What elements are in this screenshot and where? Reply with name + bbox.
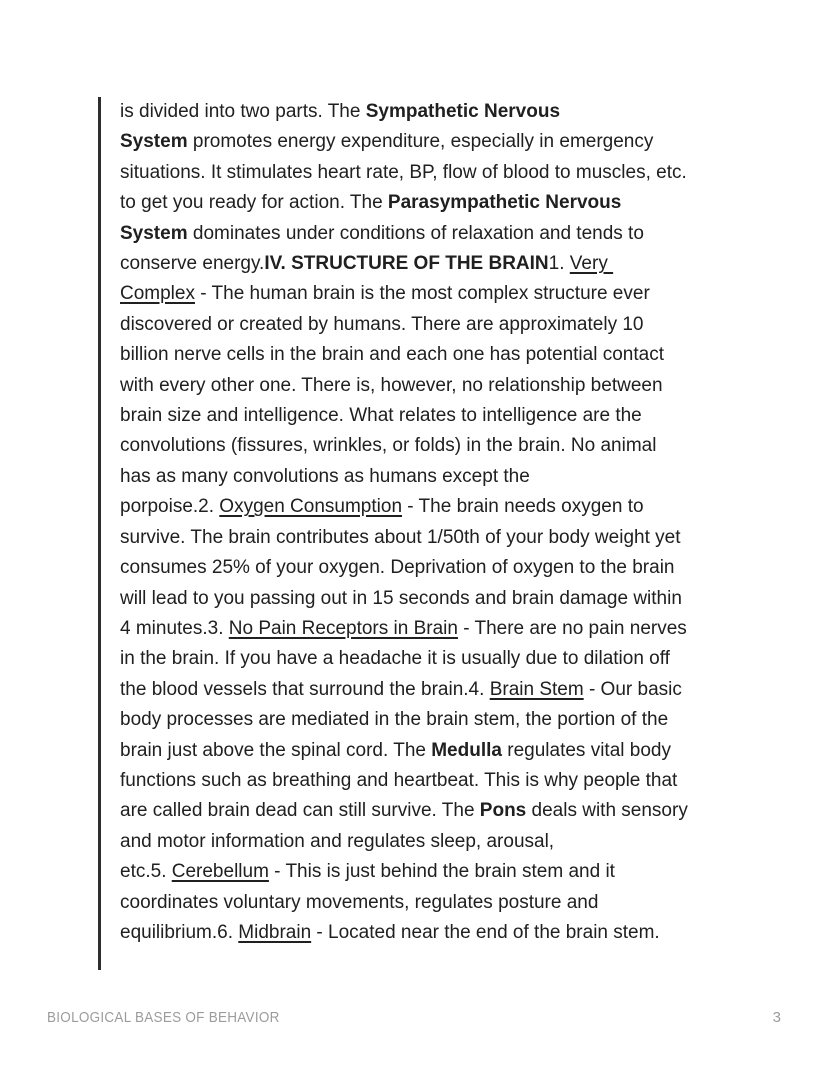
text-run: 4 minutes.3. bbox=[120, 617, 229, 639]
text-line bbox=[120, 219, 780, 249]
text-line bbox=[120, 918, 780, 948]
text-line bbox=[120, 888, 780, 918]
text-run: has as many convolutions as humans except the bbox=[120, 465, 530, 487]
text-run: to get you ready for action. The bbox=[120, 192, 388, 214]
text-run: porpoise.2. bbox=[120, 496, 220, 518]
text-run: situations. It stimulates heart rate, BP, flow of blood to muscles, etc. bbox=[120, 161, 687, 183]
text-line bbox=[120, 857, 780, 887]
text-run: - Located near the end of the brain stem. bbox=[311, 921, 660, 943]
underlined-text-run: Midbrain bbox=[238, 921, 312, 943]
underlined-text-run: Brain Stem bbox=[489, 678, 584, 700]
text-run: functions such as breathing and heartbeat. This is why people that bbox=[120, 769, 678, 791]
text-run: discovered or created by humans. There are approximately 10 bbox=[120, 313, 644, 335]
text-line bbox=[120, 97, 780, 127]
text-line bbox=[120, 371, 780, 401]
text-run: 1. bbox=[548, 253, 570, 275]
text-line bbox=[120, 310, 780, 340]
text-line bbox=[120, 796, 780, 826]
text-run: coordinates voluntary movements, regulates posture and bbox=[120, 891, 599, 913]
bold-text-run: System bbox=[120, 131, 188, 153]
text-run: deals with sensory bbox=[526, 800, 688, 822]
text-run: with every other one. There is, however, no relationship between bbox=[120, 374, 663, 396]
bold-text-run: Sympathetic Nervous bbox=[365, 101, 561, 122]
text-line bbox=[120, 614, 780, 644]
text-run: conserve energy. bbox=[120, 253, 265, 275]
text-run: - This is just behind the brain stem and it bbox=[268, 861, 615, 883]
text-line bbox=[120, 675, 780, 705]
text-run: convolutions (fissures, wrinkles, or folds) in the brain. No animal bbox=[120, 435, 657, 457]
text-line bbox=[120, 158, 780, 188]
text-line bbox=[120, 827, 780, 857]
text-line bbox=[120, 584, 780, 614]
bold-text-run: Medulla bbox=[431, 739, 502, 761]
text-line bbox=[120, 736, 780, 766]
quote-bar bbox=[98, 97, 101, 970]
text-run: - The human brain is the most complex structure ever bbox=[194, 283, 650, 305]
underlined-text-run: Very bbox=[569, 253, 614, 275]
text-run: - Our basic bbox=[583, 678, 682, 700]
underlined-text-run: No Pain Receptors in Brain bbox=[228, 617, 458, 639]
text-run: the blood vessels that surround the brain.4. bbox=[120, 678, 490, 700]
text-run: will lead to you passing out in 15 seconds and brain damage within bbox=[120, 587, 682, 609]
text-run: regulates vital body bbox=[501, 739, 671, 761]
underlined-text-run: Complex bbox=[120, 283, 195, 305]
bold-text-run: System bbox=[120, 222, 188, 244]
text-line bbox=[120, 523, 780, 553]
text-line bbox=[120, 279, 780, 309]
page-number: 3 bbox=[772, 1009, 781, 1026]
text-run: brain just above the spinal cord. The bbox=[120, 739, 432, 761]
text-line bbox=[120, 340, 780, 370]
text-run: promotes energy expenditure, especially in emergency bbox=[187, 131, 654, 153]
text-line bbox=[120, 127, 780, 157]
text-run: - The brain needs oxygen to bbox=[402, 496, 644, 518]
text-run: consumes 25% of your oxygen. Deprivation of oxygen to the brain bbox=[120, 557, 675, 579]
text-line bbox=[120, 705, 780, 735]
text-run: etc.5. bbox=[120, 861, 172, 883]
text-line bbox=[120, 492, 780, 522]
text-run: billion nerve cells in the brain and each one has potential contact bbox=[120, 344, 664, 366]
text-line bbox=[120, 249, 780, 279]
bold-text-run: Pons bbox=[479, 800, 527, 822]
text-line bbox=[120, 188, 780, 218]
text-run: dominates under conditions of relaxation and tends to bbox=[187, 222, 644, 244]
text-run: survive. The brain contributes about 1/50th of your body weight yet bbox=[120, 526, 681, 548]
text-line bbox=[120, 431, 780, 461]
document-body-text bbox=[120, 97, 780, 948]
text-run: and motor information and regulates sleep, arousal, bbox=[120, 830, 555, 852]
text-line bbox=[120, 644, 780, 674]
text-line bbox=[120, 462, 780, 492]
page-footer bbox=[47, 1009, 781, 1026]
text-run: are called brain dead can still survive. The bbox=[120, 800, 480, 822]
text-run: body processes are mediated in the brain stem, the portion of the bbox=[120, 709, 669, 731]
underlined-text-run: Oxygen Consumption bbox=[219, 496, 403, 518]
text-line bbox=[120, 766, 780, 796]
underlined-text-run: Cerebellum bbox=[171, 861, 269, 883]
bold-text-run: IV. STRUCTURE OF THE BRAIN bbox=[264, 253, 549, 275]
text-run: - There are no pain nerves bbox=[457, 617, 687, 639]
bold-text-run: Parasympathetic Nervous bbox=[387, 192, 622, 214]
text-run: brain size and intelligence. What relates to intelligence are the bbox=[120, 405, 642, 427]
text-run: equilibrium.6. bbox=[120, 921, 239, 943]
text-run: in the brain. If you have a headache it is usually due to dilation off bbox=[120, 648, 670, 670]
text-line bbox=[120, 401, 780, 431]
text-run: is divided into two parts. The bbox=[120, 101, 366, 122]
footer-title: BIOLOGICAL BASES OF BEHAVIOR bbox=[47, 1009, 280, 1026]
text-line bbox=[120, 553, 780, 583]
